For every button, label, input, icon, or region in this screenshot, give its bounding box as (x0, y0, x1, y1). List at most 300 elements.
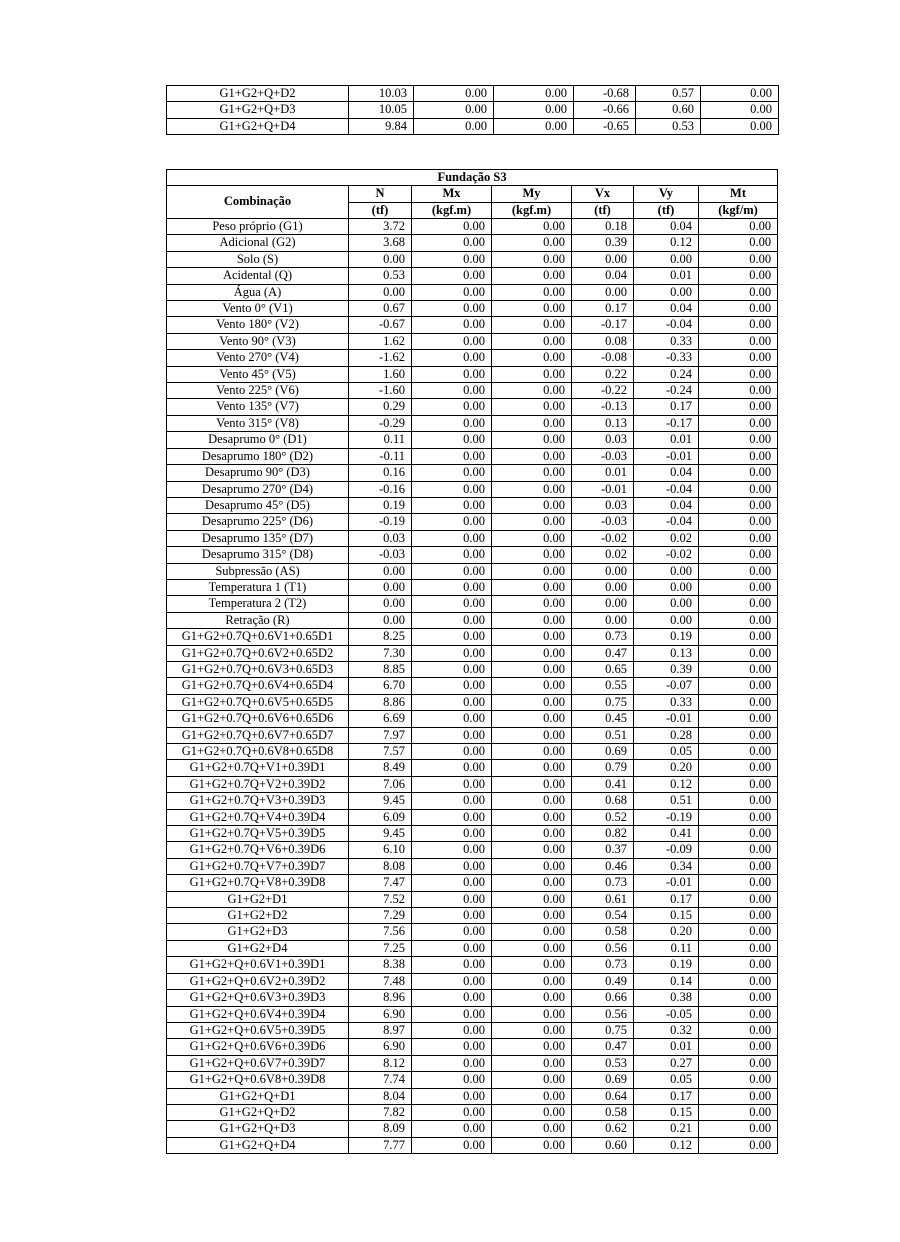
combination-cell: G1+G2+D4 (167, 940, 349, 956)
value-cell: 0.00 (412, 1055, 492, 1071)
value-cell: 0.00 (412, 776, 492, 792)
value-cell: 0.00 (492, 858, 572, 874)
value-cell: -0.05 (634, 1006, 699, 1022)
value-cell: -1.62 (349, 350, 412, 366)
combination-cell: G1+G2+Q+0.6V1+0.39D1 (167, 957, 349, 973)
value-cell: 6.10 (349, 842, 412, 858)
value-cell: 0.00 (412, 924, 492, 940)
value-cell: 0.00 (492, 629, 572, 645)
value-cell: 0.00 (412, 547, 492, 563)
table-row (167, 776, 778, 792)
value-cell: 0.19 (634, 629, 699, 645)
value-cell: 0.00 (492, 350, 572, 366)
value-cell: 0.53 (349, 268, 412, 284)
table-row (167, 219, 778, 235)
value-cell: 0.01 (634, 268, 699, 284)
value-cell: 9.45 (349, 793, 412, 809)
value-cell: 0.13 (572, 415, 634, 431)
value-cell: 0.00 (414, 86, 494, 102)
value-cell: 0.45 (572, 711, 634, 727)
value-cell: 0.00 (492, 432, 572, 448)
table-row (167, 1121, 778, 1137)
value-cell: 0.00 (699, 448, 778, 464)
table-row (167, 990, 778, 1006)
value-cell: 0.00 (492, 990, 572, 1006)
value-cell: 0.00 (572, 251, 634, 267)
value-cell: 0.00 (492, 1104, 572, 1120)
value-cell: 0.00 (699, 678, 778, 694)
combination-cell: Solo (S) (167, 251, 349, 267)
value-cell: 0.00 (492, 301, 572, 317)
value-cell: 0.00 (492, 694, 572, 710)
value-cell: 0.00 (699, 301, 778, 317)
combination-cell: Peso próprio (G1) (167, 219, 349, 235)
value-cell: 0.00 (492, 1006, 572, 1022)
value-cell: 0.00 (412, 875, 492, 891)
value-cell: 0.00 (412, 530, 492, 546)
combination-cell: G1+G2+Q+0.6V6+0.39D6 (167, 1039, 349, 1055)
value-cell: 8.09 (349, 1121, 412, 1137)
value-cell: 0.11 (634, 940, 699, 956)
value-cell: 0.00 (634, 284, 699, 300)
value-cell: 0.65 (572, 661, 634, 677)
value-cell: 0.00 (494, 118, 574, 134)
value-cell: 7.97 (349, 727, 412, 743)
value-cell: 0.00 (492, 579, 572, 595)
value-cell: 0.00 (699, 1055, 778, 1071)
value-cell: 0.00 (699, 547, 778, 563)
value-cell: 0.00 (412, 301, 492, 317)
value-cell: 0.00 (412, 1006, 492, 1022)
combination-cell: Subpressão (AS) (167, 563, 349, 579)
table-row (167, 744, 778, 760)
value-cell: 7.47 (349, 875, 412, 891)
value-cell: 0.00 (412, 579, 492, 595)
combination-cell: G1+G2+D1 (167, 891, 349, 907)
table-row (167, 383, 778, 399)
value-cell: 0.00 (492, 1072, 572, 1088)
value-cell: 0.21 (634, 1121, 699, 1137)
value-cell: 0.00 (699, 383, 778, 399)
table-row (167, 235, 778, 251)
value-cell: 0.00 (492, 645, 572, 661)
value-cell: 0.57 (636, 86, 701, 102)
value-cell: 0.51 (634, 793, 699, 809)
combination-cell: G1+G2+0.7Q+V6+0.39D6 (167, 842, 349, 858)
combination-cell: Vento 45° (V5) (167, 366, 349, 382)
value-cell: 0.02 (572, 547, 634, 563)
combination-cell: G1+G2+D2 (167, 908, 349, 924)
value-cell: 0.00 (492, 219, 572, 235)
combination-cell: Vento 90° (V3) (167, 333, 349, 349)
foundation-table-body (167, 219, 778, 1154)
value-cell: 8.04 (349, 1088, 412, 1104)
value-cell: 0.00 (412, 514, 492, 530)
value-cell: 0.12 (634, 235, 699, 251)
value-cell: -0.07 (634, 678, 699, 694)
value-cell: 0.00 (412, 399, 492, 415)
value-cell: 0.00 (492, 251, 572, 267)
value-cell: 0.00 (634, 596, 699, 612)
combination-cell: G1+G2+0.7Q+V4+0.39D4 (167, 809, 349, 825)
value-cell: 0.00 (492, 711, 572, 727)
value-cell: 0.00 (699, 1137, 778, 1153)
value-cell: 6.90 (349, 1006, 412, 1022)
foundation-table-header (167, 170, 778, 219)
value-cell: 0.04 (634, 465, 699, 481)
value-cell: 0.00 (412, 497, 492, 513)
value-cell: 0.00 (699, 973, 778, 989)
value-cell: 0.00 (412, 1022, 492, 1038)
table-row (167, 514, 778, 530)
table-row (167, 661, 778, 677)
combination-cell: G1+G2+0.7Q+V3+0.39D3 (167, 793, 349, 809)
value-cell: 0.53 (636, 118, 701, 134)
value-cell: 0.03 (349, 530, 412, 546)
column-header-unit: (kgf.m) (492, 202, 572, 219)
value-cell: 0.00 (492, 317, 572, 333)
value-cell: 0.00 (699, 579, 778, 595)
value-cell: 0.00 (492, 940, 572, 956)
value-cell: 0.00 (349, 596, 412, 612)
table-row (167, 760, 778, 776)
combination-cell: G1+G2+Q+D2 (167, 86, 349, 102)
value-cell: 0.00 (699, 481, 778, 497)
value-cell: 0.00 (412, 842, 492, 858)
table-row (167, 497, 778, 513)
combination-cell: Acidental (Q) (167, 268, 349, 284)
value-cell: 0.00 (699, 858, 778, 874)
value-cell: 0.00 (699, 727, 778, 743)
value-cell: 0.00 (412, 366, 492, 382)
value-cell: 0.00 (412, 727, 492, 743)
value-cell: 0.00 (412, 333, 492, 349)
value-cell: 0.00 (492, 842, 572, 858)
table-row (167, 317, 778, 333)
combination-cell: Desaprumo 270° (D4) (167, 481, 349, 497)
value-cell: 0.73 (572, 875, 634, 891)
value-cell: 8.12 (349, 1055, 412, 1071)
combination-cell: G1+G2+0.7Q+0.6V5+0.65D5 (167, 694, 349, 710)
value-cell: 0.00 (492, 497, 572, 513)
value-cell: 0.14 (634, 973, 699, 989)
value-cell: 0.00 (634, 563, 699, 579)
value-cell: 0.33 (634, 333, 699, 349)
value-cell: 0.47 (572, 1039, 634, 1055)
value-cell: -0.01 (572, 481, 634, 497)
table-row (167, 629, 778, 645)
value-cell: 0.00 (412, 596, 492, 612)
value-cell: -0.01 (634, 875, 699, 891)
value-cell: 0.00 (412, 1137, 492, 1153)
value-cell: 0.00 (412, 350, 492, 366)
value-cell: 0.00 (492, 826, 572, 842)
value-cell: 0.00 (492, 530, 572, 546)
value-cell: 0.53 (572, 1055, 634, 1071)
value-cell: -0.24 (634, 383, 699, 399)
value-cell: 0.00 (412, 432, 492, 448)
value-cell: 1.62 (349, 333, 412, 349)
value-cell: 0.00 (494, 86, 574, 102)
table-row (167, 86, 779, 102)
table-row (167, 547, 778, 563)
value-cell: 0.00 (699, 1088, 778, 1104)
table-row (167, 284, 778, 300)
value-cell: 0.38 (634, 990, 699, 1006)
combination-cell: G1+G2+0.7Q+0.6V4+0.65D4 (167, 678, 349, 694)
value-cell: 0.00 (699, 235, 778, 251)
value-cell: -0.17 (572, 317, 634, 333)
combination-cell: G1+G2+Q+0.6V7+0.39D7 (167, 1055, 349, 1071)
value-cell: 0.00 (492, 596, 572, 612)
value-cell: -0.03 (572, 448, 634, 464)
value-cell: 0.01 (634, 432, 699, 448)
value-cell: 8.86 (349, 694, 412, 710)
value-cell: 7.57 (349, 744, 412, 760)
value-cell: 0.24 (634, 366, 699, 382)
value-cell: 0.32 (634, 1022, 699, 1038)
table-row (167, 1088, 778, 1104)
column-header-unit: (tf) (634, 202, 699, 219)
value-cell: 3.68 (349, 235, 412, 251)
value-cell: 0.00 (414, 118, 494, 134)
combination-cell: Desaprumo 90° (D3) (167, 465, 349, 481)
value-cell: 0.00 (492, 448, 572, 464)
value-cell: 0.00 (634, 612, 699, 628)
value-cell: 0.00 (412, 1121, 492, 1137)
table-row (167, 645, 778, 661)
value-cell: 0.00 (412, 235, 492, 251)
value-cell: 0.00 (412, 563, 492, 579)
combination-cell: Vento 270° (V4) (167, 350, 349, 366)
value-cell: 0.00 (412, 858, 492, 874)
value-cell: 0.00 (492, 793, 572, 809)
value-cell: 0.00 (492, 908, 572, 924)
value-cell: 0.00 (492, 514, 572, 530)
value-cell: 0.00 (699, 399, 778, 415)
value-cell: 0.00 (412, 711, 492, 727)
value-cell: 0.61 (572, 891, 634, 907)
value-cell: 0.05 (634, 744, 699, 760)
value-cell: 7.48 (349, 973, 412, 989)
value-cell: 0.33 (634, 694, 699, 710)
table-row (167, 793, 778, 809)
value-cell: 0.00 (572, 563, 634, 579)
value-cell: 0.00 (492, 1055, 572, 1071)
value-cell: 6.70 (349, 678, 412, 694)
value-cell: 0.75 (572, 1022, 634, 1038)
value-cell: 0.39 (634, 661, 699, 677)
combination-cell: G1+G2+Q+0.6V3+0.39D3 (167, 990, 349, 1006)
value-cell: 0.00 (492, 415, 572, 431)
value-cell: 0.00 (412, 415, 492, 431)
value-cell: 1.60 (349, 366, 412, 382)
value-cell: 0.00 (412, 826, 492, 842)
value-cell: 0.00 (412, 694, 492, 710)
value-cell: -0.13 (572, 399, 634, 415)
value-cell: 0.58 (572, 924, 634, 940)
value-cell: 7.82 (349, 1104, 412, 1120)
value-cell: -0.67 (349, 317, 412, 333)
value-cell: 0.00 (699, 1104, 778, 1120)
value-cell: 0.00 (492, 268, 572, 284)
value-cell: 0.01 (572, 465, 634, 481)
value-cell: 0.41 (634, 826, 699, 842)
value-cell: 0.00 (699, 563, 778, 579)
value-cell: 0.00 (699, 891, 778, 907)
value-cell: 0.00 (349, 284, 412, 300)
value-cell: 0.00 (699, 465, 778, 481)
combination-cell: G1+G2+0.7Q+0.6V1+0.65D1 (167, 629, 349, 645)
value-cell: 0.00 (412, 629, 492, 645)
value-cell: 0.18 (572, 219, 634, 235)
value-cell: 0.46 (572, 858, 634, 874)
value-cell: 7.06 (349, 776, 412, 792)
value-cell: 0.00 (492, 678, 572, 694)
value-cell: 0.00 (412, 284, 492, 300)
value-cell: 0.17 (634, 891, 699, 907)
value-cell: 0.00 (699, 284, 778, 300)
value-cell: 0.66 (572, 990, 634, 1006)
value-cell: 0.55 (572, 678, 634, 694)
value-cell: 0.79 (572, 760, 634, 776)
value-cell: 8.96 (349, 990, 412, 1006)
value-cell: 0.00 (699, 333, 778, 349)
table-row (167, 842, 778, 858)
value-cell: 0.00 (412, 268, 492, 284)
value-cell: 0.00 (699, 793, 778, 809)
column-header-name: Vy (634, 186, 699, 203)
value-cell: 0.04 (572, 268, 634, 284)
value-cell: 0.03 (572, 432, 634, 448)
value-cell: 0.54 (572, 908, 634, 924)
value-cell: 0.49 (572, 973, 634, 989)
value-cell: 0.68 (572, 793, 634, 809)
value-cell: 0.00 (699, 415, 778, 431)
combination-cell: Desaprumo 0° (D1) (167, 432, 349, 448)
value-cell: 0.00 (699, 514, 778, 530)
table-row (167, 1104, 778, 1120)
value-cell: 0.00 (699, 497, 778, 513)
column-header-name: Mx (412, 186, 492, 203)
value-cell: 0.00 (699, 317, 778, 333)
value-cell: -0.19 (349, 514, 412, 530)
table-row (167, 596, 778, 612)
table-row (167, 1055, 778, 1071)
value-cell: 0.00 (349, 612, 412, 628)
value-cell: 0.00 (492, 1039, 572, 1055)
value-cell: 0.00 (699, 957, 778, 973)
combination-cell: G1+G2+D3 (167, 924, 349, 940)
value-cell: 0.00 (634, 579, 699, 595)
value-cell: 0.00 (699, 842, 778, 858)
combination-cell: G1+G2+0.7Q+0.6V8+0.65D8 (167, 744, 349, 760)
value-cell: 0.73 (572, 957, 634, 973)
value-cell: 0.00 (699, 940, 778, 956)
table-row (167, 481, 778, 497)
value-cell: -0.01 (634, 711, 699, 727)
value-cell: -0.17 (634, 415, 699, 431)
table-row (167, 399, 778, 415)
value-cell: 0.00 (412, 1072, 492, 1088)
table-row (167, 301, 778, 317)
column-header-name: Mt (699, 186, 778, 203)
value-cell: 0.00 (349, 579, 412, 595)
combination-cell: Desaprumo 180° (D2) (167, 448, 349, 464)
value-cell: 0.00 (414, 102, 494, 118)
table-row (167, 678, 778, 694)
value-cell: 0.00 (492, 612, 572, 628)
value-cell: 0.04 (634, 301, 699, 317)
value-cell: 0.04 (634, 219, 699, 235)
value-cell: 0.64 (572, 1088, 634, 1104)
value-cell: 0.51 (572, 727, 634, 743)
table-row (167, 612, 778, 628)
column-header-unit: (kgf.m) (412, 202, 492, 219)
value-cell: 0.16 (349, 465, 412, 481)
value-cell: 0.00 (412, 661, 492, 677)
value-cell: 0.47 (572, 645, 634, 661)
value-cell: 0.00 (412, 448, 492, 464)
value-cell: 8.49 (349, 760, 412, 776)
value-cell: 0.00 (699, 1039, 778, 1055)
value-cell: 0.00 (634, 251, 699, 267)
value-cell: 0.73 (572, 629, 634, 645)
value-cell: -0.66 (574, 102, 636, 118)
value-cell: 0.00 (699, 826, 778, 842)
combination-cell: G1+G2+Q+D1 (167, 1088, 349, 1104)
value-cell: -0.03 (349, 547, 412, 563)
previous-table-body (167, 86, 779, 135)
value-cell: 0.17 (634, 1088, 699, 1104)
combination-cell: G1+G2+Q+D3 (167, 102, 349, 118)
value-cell: 0.00 (492, 547, 572, 563)
value-cell: 0.20 (634, 760, 699, 776)
value-cell: 0.15 (634, 1104, 699, 1120)
value-cell: 0.00 (701, 86, 779, 102)
combination-cell: Desaprumo 315° (D8) (167, 547, 349, 563)
value-cell: 0.00 (492, 661, 572, 677)
value-cell: -0.19 (634, 809, 699, 825)
table-row (167, 530, 778, 546)
value-cell: 0.00 (699, 744, 778, 760)
value-cell: 0.20 (634, 924, 699, 940)
value-cell: 0.17 (634, 399, 699, 415)
table-row (167, 1039, 778, 1055)
value-cell: 7.74 (349, 1072, 412, 1088)
value-cell: 0.17 (572, 301, 634, 317)
value-cell: 0.00 (699, 596, 778, 612)
value-cell: -1.60 (349, 383, 412, 399)
combination-cell: G1+G2+0.7Q+V5+0.39D5 (167, 826, 349, 842)
value-cell: -0.03 (572, 514, 634, 530)
value-cell: 0.05 (634, 1072, 699, 1088)
value-cell: 10.05 (349, 102, 414, 118)
column-header-unit: (tf) (572, 202, 634, 219)
value-cell: 0.00 (492, 366, 572, 382)
value-cell: 0.04 (634, 497, 699, 513)
value-cell: 0.00 (412, 957, 492, 973)
value-cell: 0.00 (412, 678, 492, 694)
combination-cell: Adicional (G2) (167, 235, 349, 251)
value-cell: 0.00 (492, 1121, 572, 1137)
value-cell: 0.62 (572, 1121, 634, 1137)
value-cell: 0.02 (634, 530, 699, 546)
table-row (167, 727, 778, 743)
value-cell: 0.00 (701, 102, 779, 118)
value-cell: 0.00 (412, 908, 492, 924)
value-cell: 8.85 (349, 661, 412, 677)
